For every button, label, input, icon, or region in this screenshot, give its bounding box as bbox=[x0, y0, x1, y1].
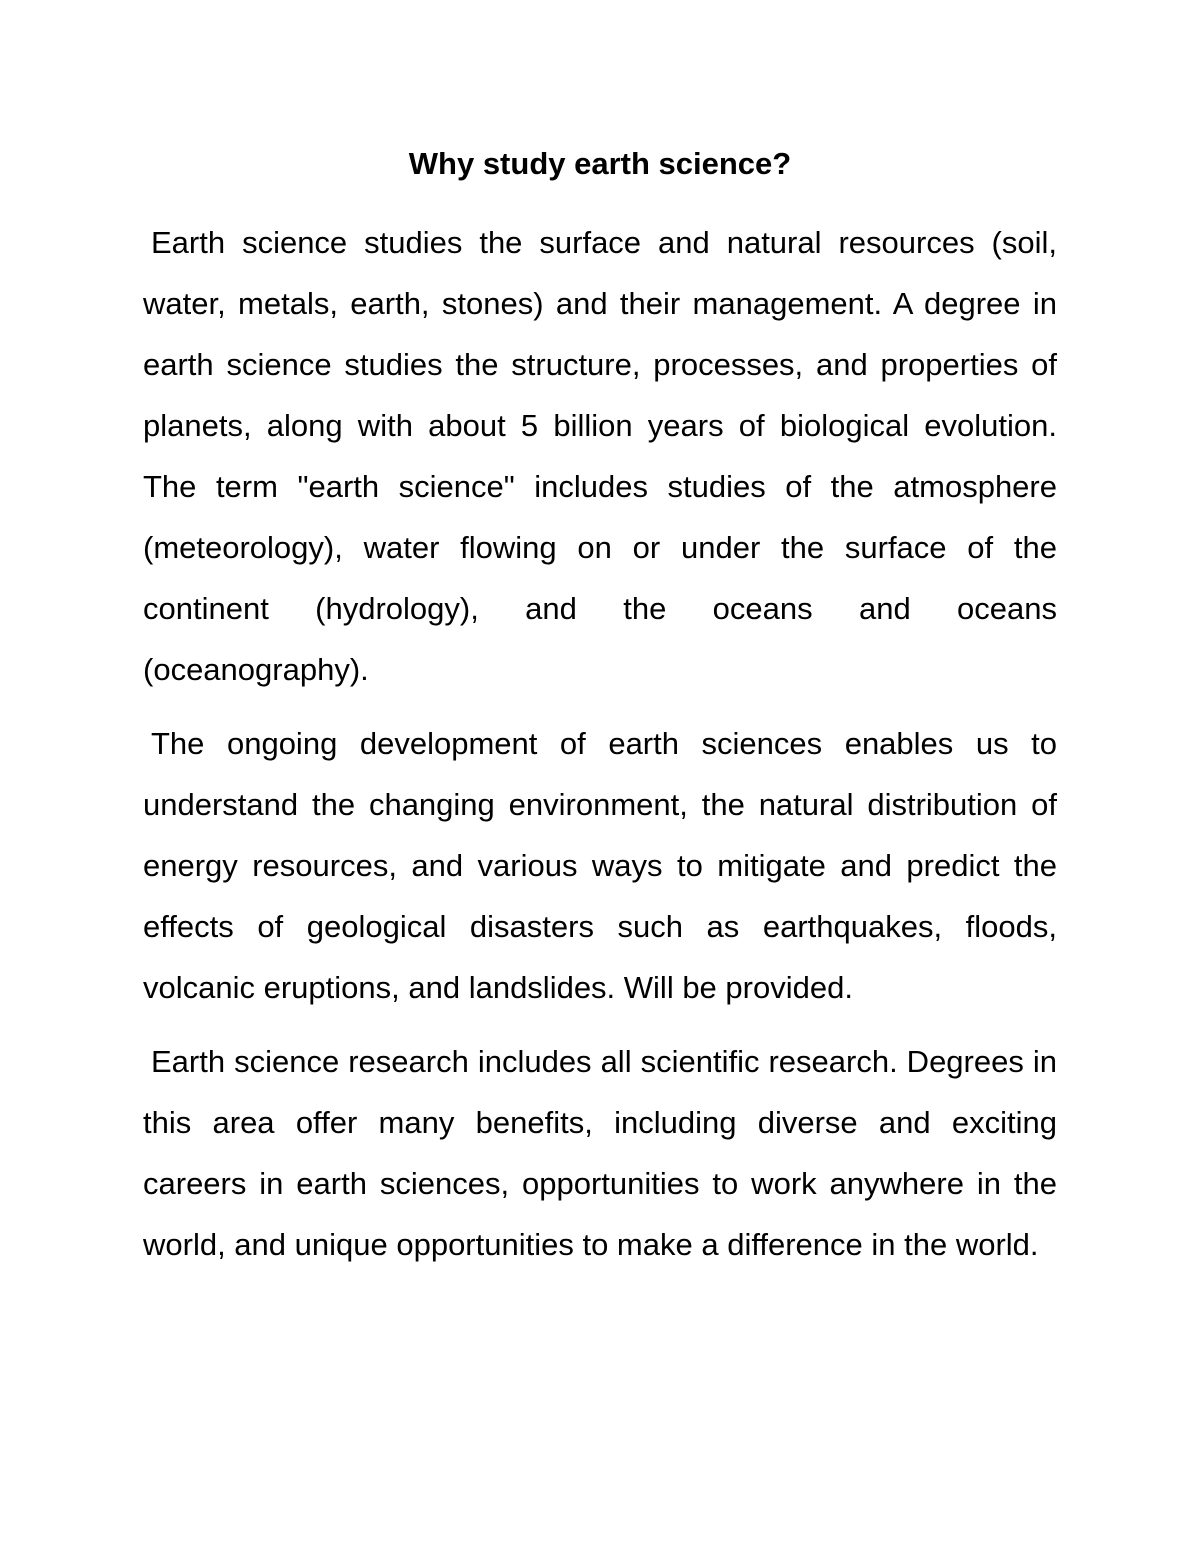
paragraph-3: Earth science research includes all scientific research. Degrees in this area offer many benefits, including diverse and exciting careers in earth sciences, opportunities to work anywhere in the world, and unique opportunities to make a difference in the world. bbox=[143, 1044, 1057, 1262]
paragraph-2: The ongoing development of earth sciences enables us to understand the changing environment, the natural distribution of energy resources, and various ways to mitigate and predict the effects of geological disasters such as earthquakes, floods, volcanic eruptions, and landslides. Will be provided. bbox=[143, 726, 1057, 1005]
paragraph-1: Earth science studies the surface and natural resources (soil, water, metals, earth, stones) and their management. A degree in earth science studies the structure, processes, and properties of planets, along with about 5 billion years of biological evolution. The term "earth science" includes studies of the atmosphere (meteorology), water flowing on or under the surface of the continent (hydrology), and the oceans and oceans (oceanography). bbox=[143, 225, 1057, 687]
document-title: Why study earth science? bbox=[408, 146, 792, 181]
document-body bbox=[143, 212, 1057, 1288]
